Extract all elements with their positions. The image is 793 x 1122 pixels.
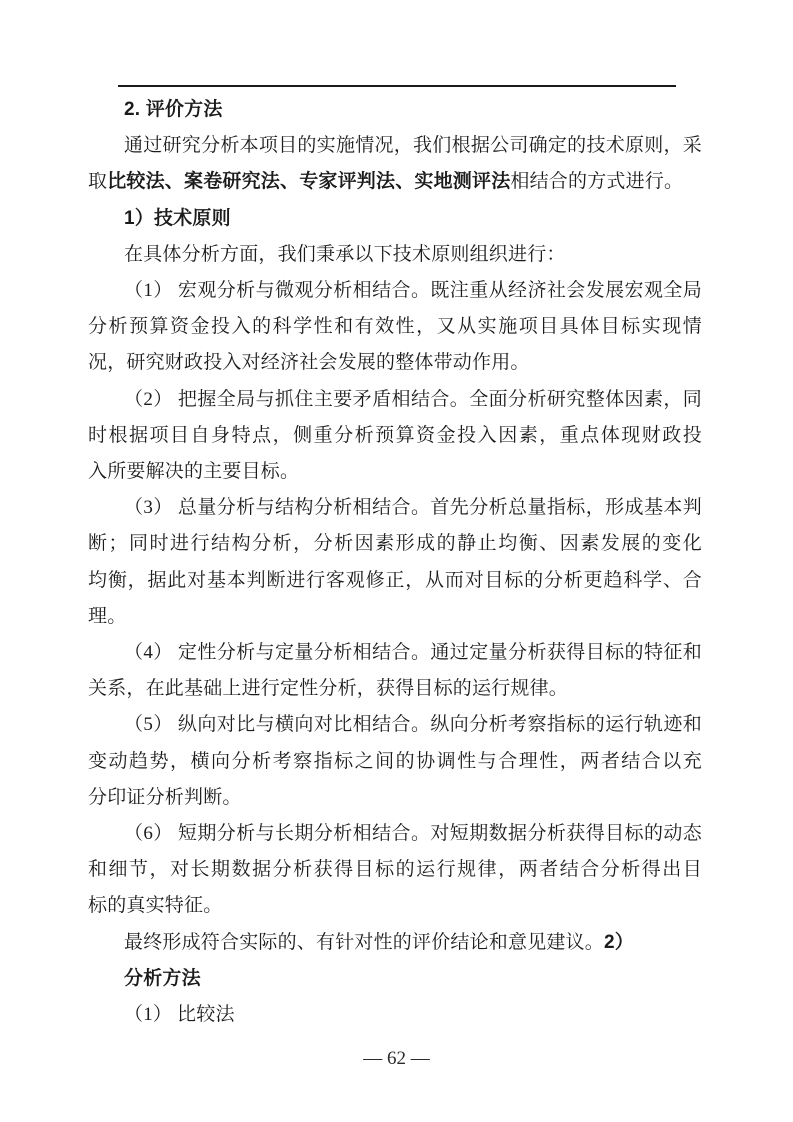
paragraph-conclusion bbox=[88, 925, 702, 961]
paragraph-run: （4） 定性分析与定量分析相结合。通过定量分析获得目标的特征和关系，在此基础上进行定性分析，获得目标的运行规律。 bbox=[88, 642, 702, 700]
paragraph-principle-2 bbox=[88, 382, 722, 491]
paragraph-principle-3 bbox=[88, 490, 722, 635]
paragraph-run: （1） 宏观分析与微观分析相结合。既注重从经济社会发展宏观全局分析预算资金投入的科学性和有效性，又从实施项目具体目标实现情 况，研究财政投入对经济社会发展的整体带动作用。 bbox=[88, 280, 722, 374]
page-number: — 62 — bbox=[363, 1048, 430, 1069]
paragraph-principles-lead bbox=[88, 237, 702, 273]
paragraph-principle-5 bbox=[88, 707, 722, 816]
header-rule bbox=[118, 85, 676, 87]
paragraph-run: 相结合的方式进行。 bbox=[510, 171, 684, 193]
paragraph-run: （5） 纵向对比与横向对比相结合。纵向分析考察指标的运行轨迹和变动趋势，横向分析考察指标之间的协调性与合理性，两者结合以充 分印证分析判断。 bbox=[88, 714, 722, 808]
paragraph-principle-4 bbox=[88, 635, 702, 707]
paragraph-run: 通过研究分析本项目的实施情况，我们根据公司确定的技术原则，采取 bbox=[88, 135, 702, 193]
paragraph-run: 在具体分析方面，我们秉承以下技术原则组织进行： bbox=[124, 243, 566, 265]
section-heading-technical-principles: 1）技术原则 bbox=[124, 207, 231, 229]
document-body bbox=[88, 92, 722, 1033]
paragraph-intro bbox=[88, 128, 702, 200]
paragraph-principle-1 bbox=[88, 273, 722, 382]
paragraph-run: 最终形成符合实际的、有针对性的评价结论和意见建议。 bbox=[124, 931, 605, 953]
paragraph-method-1-comparison bbox=[88, 997, 702, 1033]
section-heading-analysis-methods: 分析方法 bbox=[124, 967, 201, 989]
paragraph-run-bold-section-number: 2） bbox=[604, 931, 634, 953]
paragraph-run-bold-methods: 比较法、案卷研究法、专家评判法、实地测评法 bbox=[107, 171, 511, 193]
paragraph-run: （3） 总量分析与结构分析相结合。首先分析总量指标，形成基本判断；同时进行结构分析，分析因素形成的静止均衡、因素发展的变化 均衡，据此对基本判断进行客观修正，从而对目标的分析更趋科学、合 理。 bbox=[88, 497, 722, 627]
paragraph-run: （1） 比较法 bbox=[124, 1004, 235, 1026]
section-heading-evaluation-method: 2. 评价方法 bbox=[124, 99, 223, 120]
paragraph-run: （2） 把握全局与抓住主要矛盾相结合。全面分析研究整体因素，同时根据项目自身特点，侧重分析预算资金投入因素，重点体现财政投 入所要解决的主要目标。 bbox=[88, 388, 722, 483]
paragraph-run: （6） 短期分析与长期分析相结合。对短期数据分析获得目标的动态和细节，对长期数据分析获得目标的运行规律，两者结合分析得出目 标的真实特征。 bbox=[88, 823, 722, 917]
paragraph-principle-6 bbox=[88, 816, 722, 925]
